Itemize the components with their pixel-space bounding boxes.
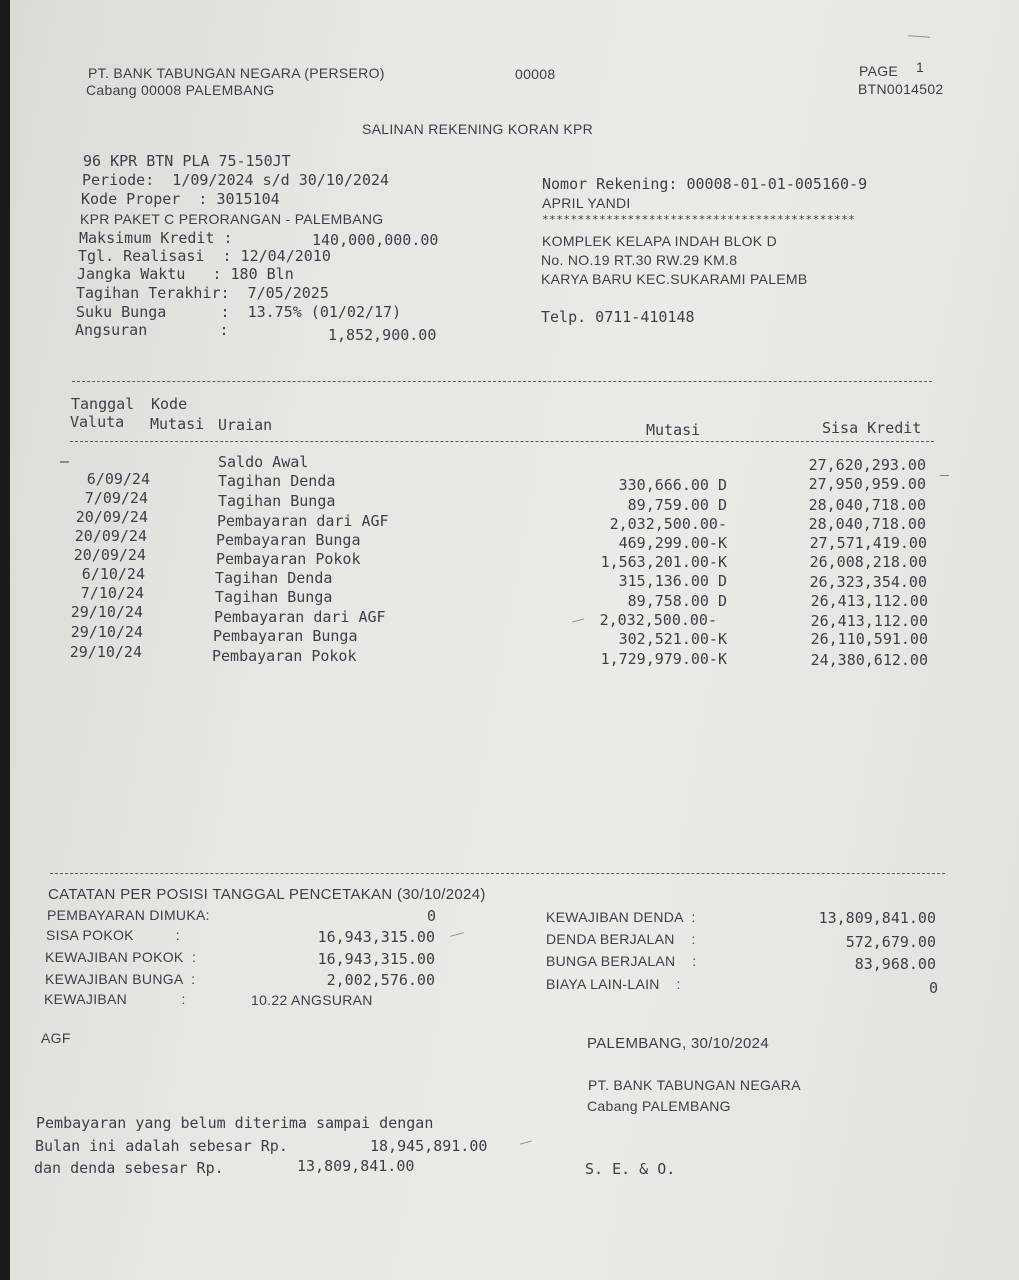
row-desc: Pembayaran Pokok — [212, 647, 357, 665]
summary-label: KEWAJIBAN DENDA : — [546, 909, 696, 925]
row-date: 29/10/24 — [70, 623, 143, 641]
summary-title: CATATAN PER POSISI TANGGAL PENCETAKAN (30/10/2024) — [48, 886, 486, 903]
col-sisa-kredit: Sisa Kredit — [822, 419, 922, 437]
address-line-1: KOMPLEK KELAPA INDAH BLOK D — [542, 233, 778, 249]
angsuran-label: Angsuran : — [75, 321, 229, 339]
col-valuta: Valuta — [70, 413, 125, 431]
statement-paper — [10, 0, 1019, 1280]
dash-mark-right: _ — [940, 458, 950, 476]
loan-periode: Periode: 1/09/2024 s/d 30/10/2024 — [82, 171, 390, 189]
row-date: 29/10/24 — [70, 603, 143, 621]
row-desc: Pembayaran Bunga — [213, 627, 358, 645]
row-mutasi: 2,032,500.00- — [599, 611, 717, 629]
branch-name: Cabang 00008 PALEMBANG — [86, 82, 275, 98]
row-date: 20/09/24 — [73, 546, 146, 564]
note-line-1: Pembayaran yang belum diterima sampai dengan — [36, 1114, 434, 1132]
pen-tick — [450, 932, 464, 937]
row-desc: Tagihan Denda — [215, 569, 333, 587]
loan-product: 96 KPR BTN PLA 75-150JT — [83, 152, 291, 170]
row-sisa: 28,040,718.00 — [808, 496, 926, 514]
loan-kode-proper: Kode Proper : 3015104 — [81, 190, 280, 208]
page-number: 1 — [916, 59, 925, 75]
maks-kredit-label: Maksimum Kredit : — [79, 229, 233, 247]
customer-name: APRIL YANDI — [542, 195, 631, 211]
sign-branch: Cabang PALEMBANG — [587, 1098, 731, 1114]
angsuran-value: 1,852,900.00 — [328, 326, 437, 344]
summary-value: 0 — [928, 979, 938, 997]
row-desc: Tagihan Denda — [218, 472, 336, 490]
address-line-3: KARYA BARU KEC.SUKARAMI PALEMB — [541, 271, 808, 287]
star-separator: ******************************************** — [542, 213, 856, 226]
row-sisa: 26,413,112.00 — [810, 612, 928, 630]
col-uraian: Uraian — [218, 416, 273, 434]
maks-kredit-value: 140,000,000.00 — [312, 231, 439, 249]
jangka-waktu: Jangka Waktu : 180 Bln — [77, 265, 294, 283]
branch-code: 00008 — [515, 66, 556, 82]
row-sisa: 26,413,112.00 — [810, 592, 928, 610]
summary-label: BUNGA BERJALAN : — [546, 953, 697, 969]
note-line-3-value: 13,809,841.00 — [297, 1157, 415, 1175]
summary-label: BIAYA LAIN-LAIN : — [546, 976, 681, 992]
row-mutasi: 2,032,500.00- — [609, 515, 727, 533]
seo-mark: S. E. & O. — [585, 1160, 676, 1178]
row-desc: Pembayaran Pokok — [216, 550, 361, 568]
summary-value: 10.22 ANGSURAN — [251, 992, 373, 1008]
summary-label: KEWAJIBAN POKOK : — [45, 949, 197, 965]
col-kode: Kode — [151, 395, 188, 413]
row-mutasi: 315,136.00 D — [618, 572, 727, 590]
row-date: 6/09/24 — [86, 470, 150, 488]
row-sisa: 26,110,591.00 — [810, 630, 928, 648]
summary-value: 16,943,315.00 — [317, 950, 435, 968]
summary-value: 2,002,576.00 — [326, 971, 435, 989]
col-tanggal: Tanggal — [71, 395, 135, 413]
note-line-2-value: 18,945,891.00 — [370, 1137, 488, 1155]
tagihan-terakhir: Tagihan Terakhir: 7/05/2025 — [76, 284, 329, 302]
col-mutasi-kode: Mutasi — [150, 415, 205, 433]
note-line-2-label: Bulan ini adalah sebesar Rp. — [35, 1137, 288, 1155]
row-mutasi: 1,563,201.00-K — [600, 553, 727, 571]
row-sisa: 27,571,419.00 — [809, 534, 927, 552]
tgl-realisasi: Tgl. Realisasi : 12/04/2010 — [78, 247, 331, 265]
summary-label: KEWAJIBAN BUNGA : — [45, 971, 196, 987]
summary-label: DENDA BERJALAN : — [546, 931, 696, 947]
row-mutasi: 330,666.00 D — [618, 476, 727, 494]
note-line-3-label: dan denda sebesar Rp. — [34, 1159, 224, 1177]
row-mutasi: 302,521.00-K — [618, 630, 727, 648]
summary-value: 0 — [426, 907, 436, 925]
agf-label: AGF — [41, 1030, 71, 1046]
bank-name: PT. BANK TABUNGAN NEGARA (PERSERO) — [88, 65, 385, 81]
row-date: 29/10/24 — [69, 643, 142, 661]
row-date: 6/10/24 — [81, 565, 145, 583]
divider-top — [72, 381, 932, 382]
row-sisa: 27,620,293.00 — [808, 456, 926, 474]
divider-header — [70, 441, 934, 442]
phone: Telp. 0711-410148 — [541, 308, 695, 326]
address-line-2: No. NO.19 RT.30 RW.29 KM.8 — [541, 252, 738, 268]
page-label: PAGE — [859, 63, 899, 79]
row-desc: Pembayaran Bunga — [216, 531, 361, 549]
sign-bank: PT. BANK TABUNGAN NEGARA — [588, 1077, 801, 1093]
row-mutasi: 1,729,979.00-K — [600, 650, 727, 668]
row-desc: Pembayaran dari AGF — [214, 608, 386, 626]
row-mutasi: 89,759.00 D — [627, 496, 727, 514]
pen-tick — [908, 35, 930, 38]
row-desc: Tagihan Bunga — [218, 492, 336, 510]
summary-value: 83,968.00 — [854, 955, 936, 973]
row-mutasi: 89,758.00 D — [627, 592, 727, 610]
row-date: 20/09/24 — [75, 508, 148, 526]
page-title: SALINAN REKENING KORAN KPR — [362, 121, 594, 137]
dash-mark: – — [60, 452, 70, 470]
row-sisa: 27,950,959.00 — [808, 475, 926, 493]
summary-value: 572,679.00 — [845, 933, 936, 951]
pen-tick — [520, 1140, 532, 1144]
row-sisa: 28,040,718.00 — [808, 515, 926, 533]
doc-code: BTN0014502 — [858, 81, 944, 97]
row-sisa: 26,323,354.00 — [809, 573, 927, 591]
row-date: 7/10/24 — [80, 584, 144, 602]
summary-label: PEMBAYARAN DIMUKA: — [47, 907, 210, 923]
row-date: 7/09/24 — [84, 489, 148, 507]
summary-value: 13,809,841.00 — [818, 909, 936, 927]
loan-paket: KPR PAKET C PERORANGAN - PALEMBANG — [80, 211, 384, 227]
summary-label: SISA POKOK : — [46, 927, 180, 943]
suku-bunga: Suku Bunga : 13.75% (01/02/17) — [76, 303, 402, 321]
place-date: PALEMBANG, 30/10/2024 — [587, 1035, 769, 1052]
divider-summary — [50, 873, 945, 874]
row-date: 20/09/24 — [74, 527, 147, 545]
summary-value: 16,943,315.00 — [317, 928, 435, 946]
nomor-rekening: Nomor Rekening: 00008-01-01-005160-9 — [542, 175, 868, 193]
row-desc: Tagihan Bunga — [215, 588, 333, 606]
row-sisa: 26,008,218.00 — [809, 553, 927, 571]
row-sisa: 24,380,612.00 — [810, 651, 928, 669]
row-desc: Pembayaran dari AGF — [217, 512, 389, 530]
summary-label: KEWAJIBAN : — [44, 991, 186, 1007]
row-desc: Saldo Awal — [218, 453, 309, 471]
row-mutasi: 469,299.00-K — [618, 534, 727, 552]
col-mutasi: Mutasi — [646, 421, 701, 439]
